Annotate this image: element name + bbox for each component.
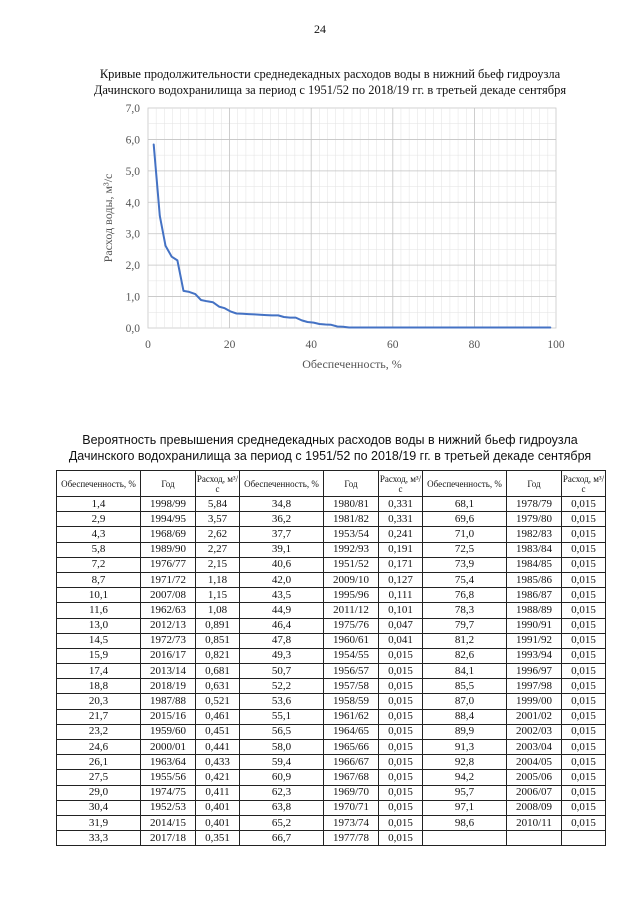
- table-cell: 0,331: [379, 497, 423, 512]
- y-tick-label: 2,0: [125, 260, 140, 273]
- table-cell: 1960/61: [324, 633, 379, 648]
- table-cell: 23,2: [57, 724, 141, 739]
- table-cell: 0,041: [379, 633, 423, 648]
- table-cell: 31,9: [57, 815, 141, 830]
- table-cell: 1975/76: [324, 618, 379, 633]
- table-cell: 79,7: [423, 618, 507, 633]
- table-cell: 0,015: [562, 694, 606, 709]
- table-cell: 76,8: [423, 588, 507, 603]
- table-row: [57, 709, 606, 724]
- table-cell: 0,015: [562, 633, 606, 648]
- table-title-line-2: Дачинского водохранилища за период с 1951/52 по 2018/19 гг. в третьей декаде сентября: [68, 449, 592, 463]
- table-cell: 1982/83: [507, 527, 562, 542]
- table-cell: 2,27: [196, 542, 240, 557]
- duration-curve-chart: [0, 0, 640, 400]
- x-axis-label: Обеспеченность, %: [302, 357, 402, 371]
- table-cell: 1994/95: [141, 512, 196, 527]
- table-cell: 2009/10: [324, 572, 379, 587]
- table-cell: 0,015: [562, 527, 606, 542]
- table-cell: 2,9: [57, 512, 141, 527]
- table-cell: 65,2: [240, 815, 324, 830]
- table-cell: 2002/03: [507, 724, 562, 739]
- table-cell: 1989/90: [141, 542, 196, 557]
- table-cell: 1981/82: [324, 512, 379, 527]
- table-cell: 1,18: [196, 572, 240, 587]
- table-cell: 0,015: [379, 724, 423, 739]
- table-cell: 0,015: [562, 557, 606, 572]
- table-cell: 1993/94: [507, 648, 562, 663]
- table-cell: 1986/87: [507, 588, 562, 603]
- table-cell: 1980/81: [324, 497, 379, 512]
- table-cell: 1997/98: [507, 679, 562, 694]
- table-cell: 2013/14: [141, 664, 196, 679]
- table-row: [57, 694, 606, 709]
- table-row: [57, 679, 606, 694]
- table-cell: 8,7: [57, 572, 141, 587]
- table-row: [57, 755, 606, 770]
- table-cell: 62,3: [240, 785, 324, 800]
- table-cell: 0,521: [196, 694, 240, 709]
- y-tick-label: 5,0: [125, 165, 140, 178]
- y-tick-label: 4,0: [125, 197, 140, 210]
- table-row: [57, 815, 606, 830]
- table-cell: 0,015: [379, 815, 423, 830]
- table-cell: 1951/52: [324, 557, 379, 572]
- table-cell: 58,0: [240, 740, 324, 755]
- table-cell: 1966/67: [324, 755, 379, 770]
- table-row: [57, 740, 606, 755]
- table-cell: 39,1: [240, 542, 324, 557]
- table-cell: 0,015: [562, 815, 606, 830]
- table-cell: 0,015: [562, 512, 606, 527]
- table-cell: 1971/72: [141, 572, 196, 587]
- table-cell: 0,821: [196, 648, 240, 663]
- y-tick-label: 3,0: [125, 228, 140, 241]
- table-cell: 0,191: [379, 542, 423, 557]
- table-cell: 89,9: [423, 724, 507, 739]
- table-cell: 1955/56: [141, 770, 196, 785]
- table-cell: 5,84: [196, 497, 240, 512]
- table-cell: 43,5: [240, 588, 324, 603]
- table-cell: 0,451: [196, 724, 240, 739]
- table-cell: 24,6: [57, 740, 141, 755]
- column-header: Расход, м³/с: [562, 471, 606, 497]
- table-cell: 33,3: [57, 831, 141, 846]
- table-cell: 0,015: [379, 755, 423, 770]
- table-cell: 1974/75: [141, 785, 196, 800]
- table-cell: 0,891: [196, 618, 240, 633]
- table-cell: 55,1: [240, 709, 324, 724]
- table-cell: 0,015: [562, 740, 606, 755]
- table-cell: 1956/57: [324, 664, 379, 679]
- table-cell: 1961/62: [324, 709, 379, 724]
- table-cell: 2007/08: [141, 588, 196, 603]
- table-row: [57, 512, 606, 527]
- table-cell: 46,4: [240, 618, 324, 633]
- table-row: [57, 664, 606, 679]
- table-cell: 1958/59: [324, 694, 379, 709]
- table-row: [57, 770, 606, 785]
- table-cell: 2006/07: [507, 785, 562, 800]
- table-cell: 0,401: [196, 815, 240, 830]
- table-cell: 0,015: [562, 724, 606, 739]
- table-cell: 0,015: [379, 785, 423, 800]
- table-cell: 2012/13: [141, 618, 196, 633]
- table-cell: 1979/80: [507, 512, 562, 527]
- table-cell: 59,4: [240, 755, 324, 770]
- table-cell: 2010/11: [507, 815, 562, 830]
- table-cell: 21,7: [57, 709, 141, 724]
- column-header: Расход, м³/с: [196, 471, 240, 497]
- table-row: [57, 618, 606, 633]
- table-cell: 69,6: [423, 512, 507, 527]
- table-cell: 40,6: [240, 557, 324, 572]
- table-cell: 7,2: [57, 557, 141, 572]
- page-number: 24: [314, 22, 326, 36]
- table-title: [40, 432, 620, 464]
- column-header: Обеспеченность, %: [423, 471, 507, 497]
- table-cell: 1987/88: [141, 694, 196, 709]
- column-header: Год: [324, 471, 379, 497]
- table-cell: 2,15: [196, 557, 240, 572]
- table-cell: 1977/78: [324, 831, 379, 846]
- column-header: Год: [141, 471, 196, 497]
- table-cell: 78,3: [423, 603, 507, 618]
- table-cell: 0,401: [196, 800, 240, 815]
- table-cell: 47,8: [240, 633, 324, 648]
- table-cell: 1963/64: [141, 755, 196, 770]
- x-tick-label: 40: [305, 339, 317, 351]
- table-cell: 0,015: [562, 572, 606, 587]
- table-row: [57, 542, 606, 557]
- table-cell: 14,5: [57, 633, 141, 648]
- column-header: Расход, м³/с: [379, 471, 423, 497]
- table-cell: 1991/92: [507, 633, 562, 648]
- table-row: [57, 648, 606, 663]
- table-cell: 4,3: [57, 527, 141, 542]
- table-cell: 75,4: [423, 572, 507, 587]
- table-cell: 0,015: [379, 694, 423, 709]
- table-cell: 1964/65: [324, 724, 379, 739]
- table-cell: 2017/18: [141, 831, 196, 846]
- table-cell: 2001/02: [507, 709, 562, 724]
- table-row: [57, 588, 606, 603]
- x-tick-label: 80: [468, 339, 481, 351]
- table-cell: 1,15: [196, 588, 240, 603]
- table-cell: 5,8: [57, 542, 141, 557]
- table-cell: 2015/16: [141, 709, 196, 724]
- table-cell: 0,681: [196, 664, 240, 679]
- table-cell: 1985/86: [507, 572, 562, 587]
- table-cell: 0,015: [379, 770, 423, 785]
- table-cell: 0,111: [379, 588, 423, 603]
- table-cell: 0,047: [379, 618, 423, 633]
- table-row: [57, 633, 606, 648]
- column-header: Год: [507, 471, 562, 497]
- table-cell: 94,2: [423, 770, 507, 785]
- y-tick-label: 7,0: [125, 103, 140, 115]
- table-cell: 2008/09: [507, 800, 562, 815]
- table-cell: 81,2: [423, 633, 507, 648]
- table-cell: 27,5: [57, 770, 141, 785]
- table-cell: 0,015: [562, 709, 606, 724]
- table-cell: 1992/93: [324, 542, 379, 557]
- table-row: [57, 527, 606, 542]
- y-tick-label: 0,0: [125, 323, 140, 335]
- table-cell: 2000/01: [141, 740, 196, 755]
- table-cell: 3,57: [196, 512, 240, 527]
- table-cell: 71,0: [423, 527, 507, 542]
- table-cell: 0,015: [562, 618, 606, 633]
- table-cell: 1962/63: [141, 603, 196, 618]
- table-cell: 1998/99: [141, 497, 196, 512]
- table-cell: 1,4: [57, 497, 141, 512]
- table-cell: 0,433: [196, 755, 240, 770]
- table-cell: 1968/69: [141, 527, 196, 542]
- table-cell: 56,5: [240, 724, 324, 739]
- table-cell: 66,7: [240, 831, 324, 846]
- table-cell: 72,5: [423, 542, 507, 557]
- table-cell: 1978/79: [507, 497, 562, 512]
- table-cell: 30,4: [57, 800, 141, 815]
- table-cell: 84,1: [423, 664, 507, 679]
- table-cell: 1965/66: [324, 740, 379, 755]
- table-cell: 82,6: [423, 648, 507, 663]
- x-tick-label: 60: [387, 339, 399, 351]
- table-cell: 18,8: [57, 679, 141, 694]
- table-cell: 15,9: [57, 648, 141, 663]
- exceedance-table: [56, 470, 606, 846]
- table-row: [57, 785, 606, 800]
- table-cell: 1957/58: [324, 679, 379, 694]
- table-cell: 2005/06: [507, 770, 562, 785]
- table-cell: 1972/73: [141, 633, 196, 648]
- table-cell: 50,7: [240, 664, 324, 679]
- table-row: [57, 572, 606, 587]
- table-cell: 91,3: [423, 740, 507, 755]
- table-cell: 0,101: [379, 603, 423, 618]
- table-cell: 20,3: [57, 694, 141, 709]
- table-cell: [423, 831, 507, 846]
- table-cell: 0,015: [562, 679, 606, 694]
- table-cell: 0,441: [196, 740, 240, 755]
- table-cell: 63,8: [240, 800, 324, 815]
- table-cell: 87,0: [423, 694, 507, 709]
- table-cell: 0,127: [379, 572, 423, 587]
- table-cell: 0,421: [196, 770, 240, 785]
- table-cell: 29,0: [57, 785, 141, 800]
- column-header: Обеспеченность, %: [240, 471, 324, 497]
- table-cell: 2014/15: [141, 815, 196, 830]
- table-cell: 49,3: [240, 648, 324, 663]
- table-cell: 0,411: [196, 785, 240, 800]
- table-cell: 0,015: [379, 800, 423, 815]
- table-cell: 0,015: [562, 648, 606, 663]
- chart-title-line-2: Дачинского водохранилища за период с 1951/52 по 2018/19 гг. в третьей декаде сентября: [93, 83, 567, 97]
- table-cell: 0,631: [196, 679, 240, 694]
- table-cell: 1,08: [196, 603, 240, 618]
- table-cell: 1999/00: [507, 694, 562, 709]
- table-row: [57, 800, 606, 815]
- table-cell: 1988/89: [507, 603, 562, 618]
- table-cell: 1959/60: [141, 724, 196, 739]
- table-cell: 0,851: [196, 633, 240, 648]
- table-cell: 11,6: [57, 603, 141, 618]
- table-cell: 2004/05: [507, 755, 562, 770]
- table-cell: 1973/74: [324, 815, 379, 830]
- y-tick-label: 6,0: [125, 134, 140, 147]
- table-cell: 1976/77: [141, 557, 196, 572]
- table-cell: 2011/12: [324, 603, 379, 618]
- table-cell: 13,0: [57, 618, 141, 633]
- y-axis-label: Расход воды, м³/с: [101, 173, 115, 263]
- table-body: [57, 497, 606, 846]
- y-tick-label: 1,0: [125, 291, 140, 304]
- table-cell: 0,015: [562, 603, 606, 618]
- table-cell: 0,015: [562, 664, 606, 679]
- table-cell: 2018/19: [141, 679, 196, 694]
- table-cell: 0,461: [196, 709, 240, 724]
- table-cell: 1953/54: [324, 527, 379, 542]
- table-title-line-1: Вероятность превышения среднедекадных расходов воды в нижний бьеф гидроузла: [82, 433, 578, 447]
- table-cell: 0,015: [379, 664, 423, 679]
- table-header-row: [57, 471, 606, 497]
- table-cell: 0,015: [562, 755, 606, 770]
- x-tick-label: 100: [547, 339, 565, 351]
- table-cell: 0,331: [379, 512, 423, 527]
- table-cell: 2,62: [196, 527, 240, 542]
- table-cell: 0,015: [379, 740, 423, 755]
- table-cell: 1996/97: [507, 664, 562, 679]
- table-row: [57, 603, 606, 618]
- table-row: [57, 724, 606, 739]
- table-cell: 2016/17: [141, 648, 196, 663]
- table-cell: 95,7: [423, 785, 507, 800]
- table-cell: 60,9: [240, 770, 324, 785]
- table-cell: 85,5: [423, 679, 507, 694]
- chart-title-line-1: Кривые продолжительности среднедекадных расходов воды в нижний бьеф гидроузла: [99, 67, 561, 81]
- table-row: [57, 557, 606, 572]
- table-cell: 17,4: [57, 664, 141, 679]
- table-cell: 0,015: [562, 542, 606, 557]
- table-cell: 52,2: [240, 679, 324, 694]
- table-cell: 97,1: [423, 800, 507, 815]
- table-cell: 0,015: [379, 679, 423, 694]
- table-cell: 53,6: [240, 694, 324, 709]
- table-cell: 1984/85: [507, 557, 562, 572]
- x-tick-label: 20: [223, 339, 236, 351]
- table-cell: 0,015: [379, 831, 423, 846]
- table-cell: [562, 831, 606, 846]
- table-cell: 1970/71: [324, 800, 379, 815]
- table-cell: 1990/91: [507, 618, 562, 633]
- x-tick-label: 0: [145, 339, 151, 351]
- table-cell: 0,015: [379, 648, 423, 663]
- table-cell: 0,015: [562, 800, 606, 815]
- table-cell: 98,6: [423, 815, 507, 830]
- table-cell: 10,1: [57, 588, 141, 603]
- table-cell: 68,1: [423, 497, 507, 512]
- table-cell: 1967/68: [324, 770, 379, 785]
- table-row: [57, 831, 606, 846]
- table-cell: 88,4: [423, 709, 507, 724]
- table-cell: 1954/55: [324, 648, 379, 663]
- table-cell: 0,015: [562, 770, 606, 785]
- table-cell: 0,015: [562, 497, 606, 512]
- table-cell: 36,2: [240, 512, 324, 527]
- table-cell: 34,8: [240, 497, 324, 512]
- table-cell: 0,015: [379, 709, 423, 724]
- table-cell: 42,0: [240, 572, 324, 587]
- table-cell: 26,1: [57, 755, 141, 770]
- table-cell: 0,171: [379, 557, 423, 572]
- table-cell: 92,8: [423, 755, 507, 770]
- table-cell: [507, 831, 562, 846]
- table-cell: 73,9: [423, 557, 507, 572]
- table-cell: 0,015: [562, 785, 606, 800]
- table-cell: 1983/84: [507, 542, 562, 557]
- table-cell: 1969/70: [324, 785, 379, 800]
- table-cell: 0,241: [379, 527, 423, 542]
- table-cell: 37,7: [240, 527, 324, 542]
- table-cell: 1995/96: [324, 588, 379, 603]
- table-cell: 0,351: [196, 831, 240, 846]
- column-header: Обеспеченность, %: [57, 471, 141, 497]
- table-cell: 1952/53: [141, 800, 196, 815]
- table-cell: 44,9: [240, 603, 324, 618]
- table-cell: 0,015: [562, 588, 606, 603]
- table-cell: 2003/04: [507, 740, 562, 755]
- table-row: [57, 497, 606, 512]
